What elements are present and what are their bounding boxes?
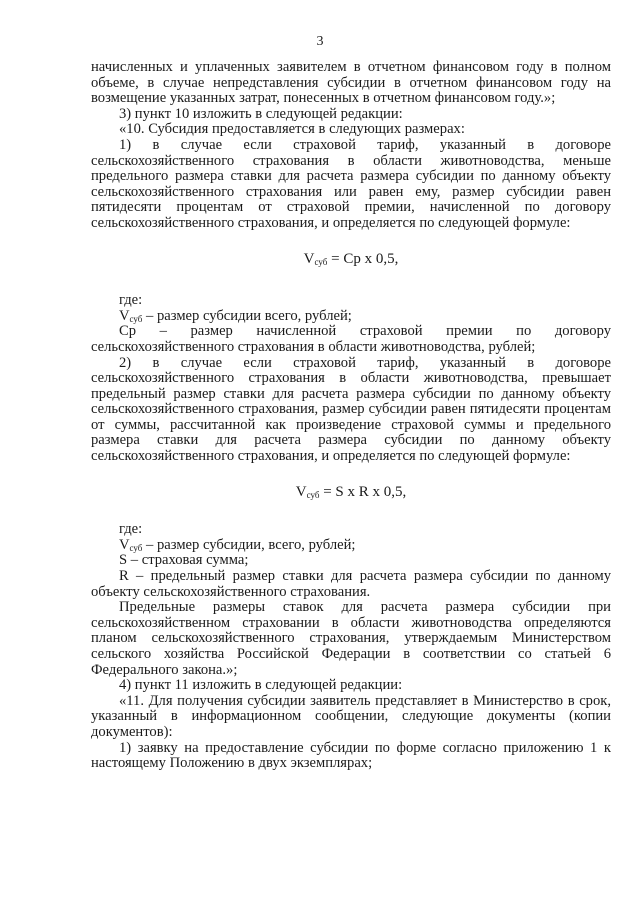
- definition-cp: Cp – размер начисленной страховой премии по договору сельскохозяйственного страхования в области животноводства, рублей;: [91, 323, 611, 355]
- definition-vsub-1: [91, 309, 611, 325]
- formula-2: [91, 485, 611, 501]
- paragraph-subitem-2: 2) в случае если страховой тариф, указанный в договоре сельскохозяйственного страхования в области животноводства, превышает предельный размер ставки для расчета размера субсидии по данному объекту сельскохозяйственного страхования, размер субсидии равен пятидесяти процентам от суммы, рассчитанной как произведение страховой суммы и предельного размера ставки для расчета размера субсидии по данному объекту сельскохозяйственного страхования, и определяется по следующей формуле:: [91, 354, 611, 465]
- paragraph-clause-11-subitem-1: 1) заявку на предоставление субсидии по форме согласно приложению 1 к настоящему Положению в двух экземплярах;: [91, 739, 611, 772]
- where-label-1: где:: [119, 292, 143, 309]
- definition-vsub-1-subscript: суб: [129, 313, 143, 324]
- paragraph-subitem-1: 1) в случае если страховой тариф, указанный в договоре сельскохозяйственного страхования в области животноводства, меньше предельного размера ставки для расчета размера субсидии по данному объекту сельскохозяйственного страхования или равен ему, размер субсидии равен пятидесяти процентам от страховой премии, начисленной по договору сельскохозяйственного страхования, и определяется по следующей формуле:: [91, 136, 611, 231]
- paragraph-continuation: начисленных и уплаченных заявителем в отчетном финансовом году в полном объеме, в случае непредставления субсидии в отчетном финансовом году на возмещение указанных затрат, понесенных в отчетном финансовом году.»;: [91, 59, 611, 107]
- definition-vsub-2-subscript: суб: [129, 542, 143, 553]
- formula-2-symbol: V: [295, 483, 307, 500]
- definition-vsub-1-symbol: V: [119, 307, 130, 324]
- page-number: 3: [316, 34, 324, 49]
- where-label-2: где:: [119, 521, 143, 538]
- definition-s: S – страховая сумма;: [119, 552, 249, 569]
- paragraph-item-3: 3) пункт 10 изложить в следующей редакции:: [119, 105, 403, 122]
- definition-vsub-1-text: – размер субсидии всего, рублей;: [142, 307, 352, 324]
- document-body: [91, 60, 611, 772]
- paragraph-rate-limits: Предельные размеры ставок для расчета размера субсидии при сельскохозяйственном страховании в области животноводства определяются планом сельскохозяйственного страхования, утверждаемым Министерством сельского хозяйства Российской Федерации в соответствии со статьей 6 Федерального закона.»;: [91, 599, 611, 678]
- definition-vsub-2-text: – размер субсидии, всего, рублей;: [142, 536, 356, 553]
- paragraph-item-4: 4) пункт 11 изложить в следующей редакции:: [119, 677, 403, 694]
- formula-1-expression: = Cp x 0,5,: [327, 250, 399, 267]
- definition-r: R – предельный размер ставки для расчета размера субсидии по данному объекту сельскохозяйственного страхования.: [91, 568, 611, 600]
- formula-2-expression: = S x R x 0,5,: [319, 483, 407, 500]
- formula-2-subscript: суб: [306, 489, 320, 500]
- formula-1-symbol: V: [303, 250, 315, 267]
- paragraph-clause-11: «11. Для получения субсидии заявитель представляет в Министерство в срок, указанный в информационном сообщении, следующие документы (копии документов):: [91, 692, 611, 740]
- definition-vsub-2-symbol: V: [119, 536, 130, 553]
- formula-1: [91, 252, 611, 268]
- definition-vsub-2: [91, 538, 611, 554]
- formula-1-subscript: суб: [314, 256, 328, 267]
- paragraph-clause-10: «10. Субсидия предоставляется в следующих размерах:: [119, 121, 465, 138]
